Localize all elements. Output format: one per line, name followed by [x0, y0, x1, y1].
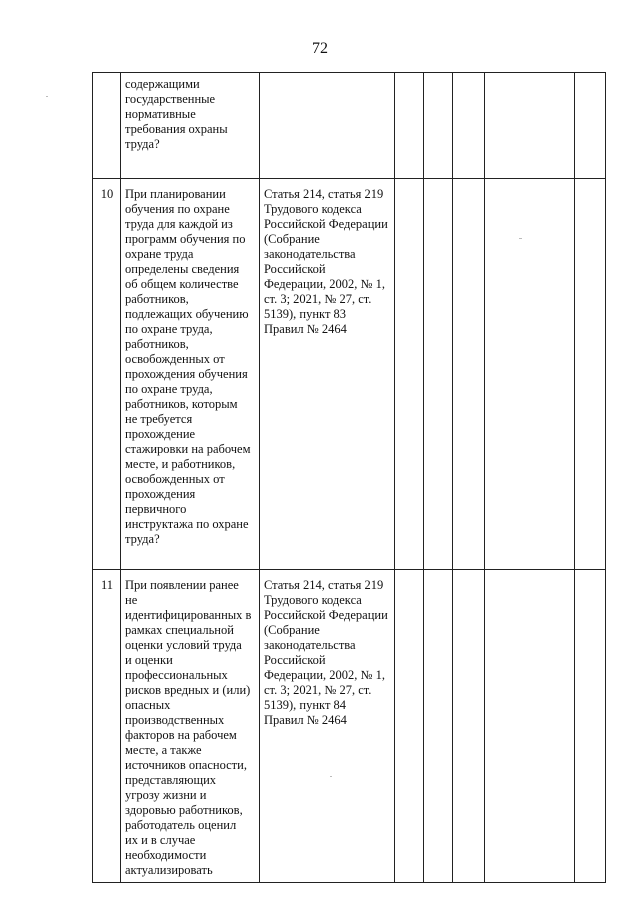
extra-cell: [575, 179, 606, 570]
row-number: 11: [93, 570, 121, 883]
checklist-table: [92, 72, 606, 883]
requirement-cell: содержащими государственные нормативные требования охраны труда?: [121, 73, 260, 179]
page-number: 72: [312, 40, 328, 57]
answer-no-cell: [424, 73, 453, 179]
reference-cell: [260, 73, 395, 179]
extra-cell: [575, 73, 606, 179]
reference-cell: Статья 214, статья 219 Трудового кодекса Российской Федерации (Собрание законодательства Российской Федерации, 2002, № 1, ст. 3; 2021, № 27, ст. 5139), пункт 83 Правил № 2464: [260, 179, 395, 570]
row-number: [93, 73, 121, 179]
note-cell: [485, 73, 575, 179]
table-row: [93, 570, 606, 883]
table-row: [93, 179, 606, 570]
answer-na-cell: [453, 73, 485, 179]
answer-na-cell: [453, 570, 485, 883]
scan-mark: [46, 96, 48, 97]
answer-no-cell: [424, 570, 453, 883]
extra-cell: [575, 570, 606, 883]
answer-no-cell: [424, 179, 453, 570]
answer-yes-cell: [395, 570, 424, 883]
note-cell: [485, 179, 575, 570]
note-cell: [485, 570, 575, 883]
reference-cell: Статья 214, статья 219 Трудового кодекса Российской Федерации (Собрание законодательства Российской Федерации, 2002, № 1, ст. 3; 2021, № 27, ст. 5139), пункт 84 Правил № 2464: [260, 570, 395, 883]
requirement-cell: При появлении ранее не идентифицированных в рамках специальной оценки условий труда и оценки профессиональных рисков вредных и (или) опасных производственных факторов на рабочем месте, а также источников опасности, представляющих угрозу жизни и здоровью работников, работодатель оценил их и в случае необходимости актуализировать: [121, 570, 260, 883]
row-number: 10: [93, 179, 121, 570]
scan-mark: [330, 776, 332, 777]
requirement-cell: При планировании обучения по охране труда для каждой из программ обучения по охране труда определены сведения об общем количестве работников, подлежащих обучению по охране труда, работников, освобожденных от прохождения обучения по охране труда, работников, которым не требуется прохождение стажировки на рабочем месте, и работников, освобожденных от прохождения первичного инструктажа по охране труда?: [121, 179, 260, 570]
scan-mark: [519, 238, 522, 239]
answer-yes-cell: [395, 179, 424, 570]
table-row: [93, 73, 606, 179]
answer-yes-cell: [395, 73, 424, 179]
answer-na-cell: [453, 179, 485, 570]
